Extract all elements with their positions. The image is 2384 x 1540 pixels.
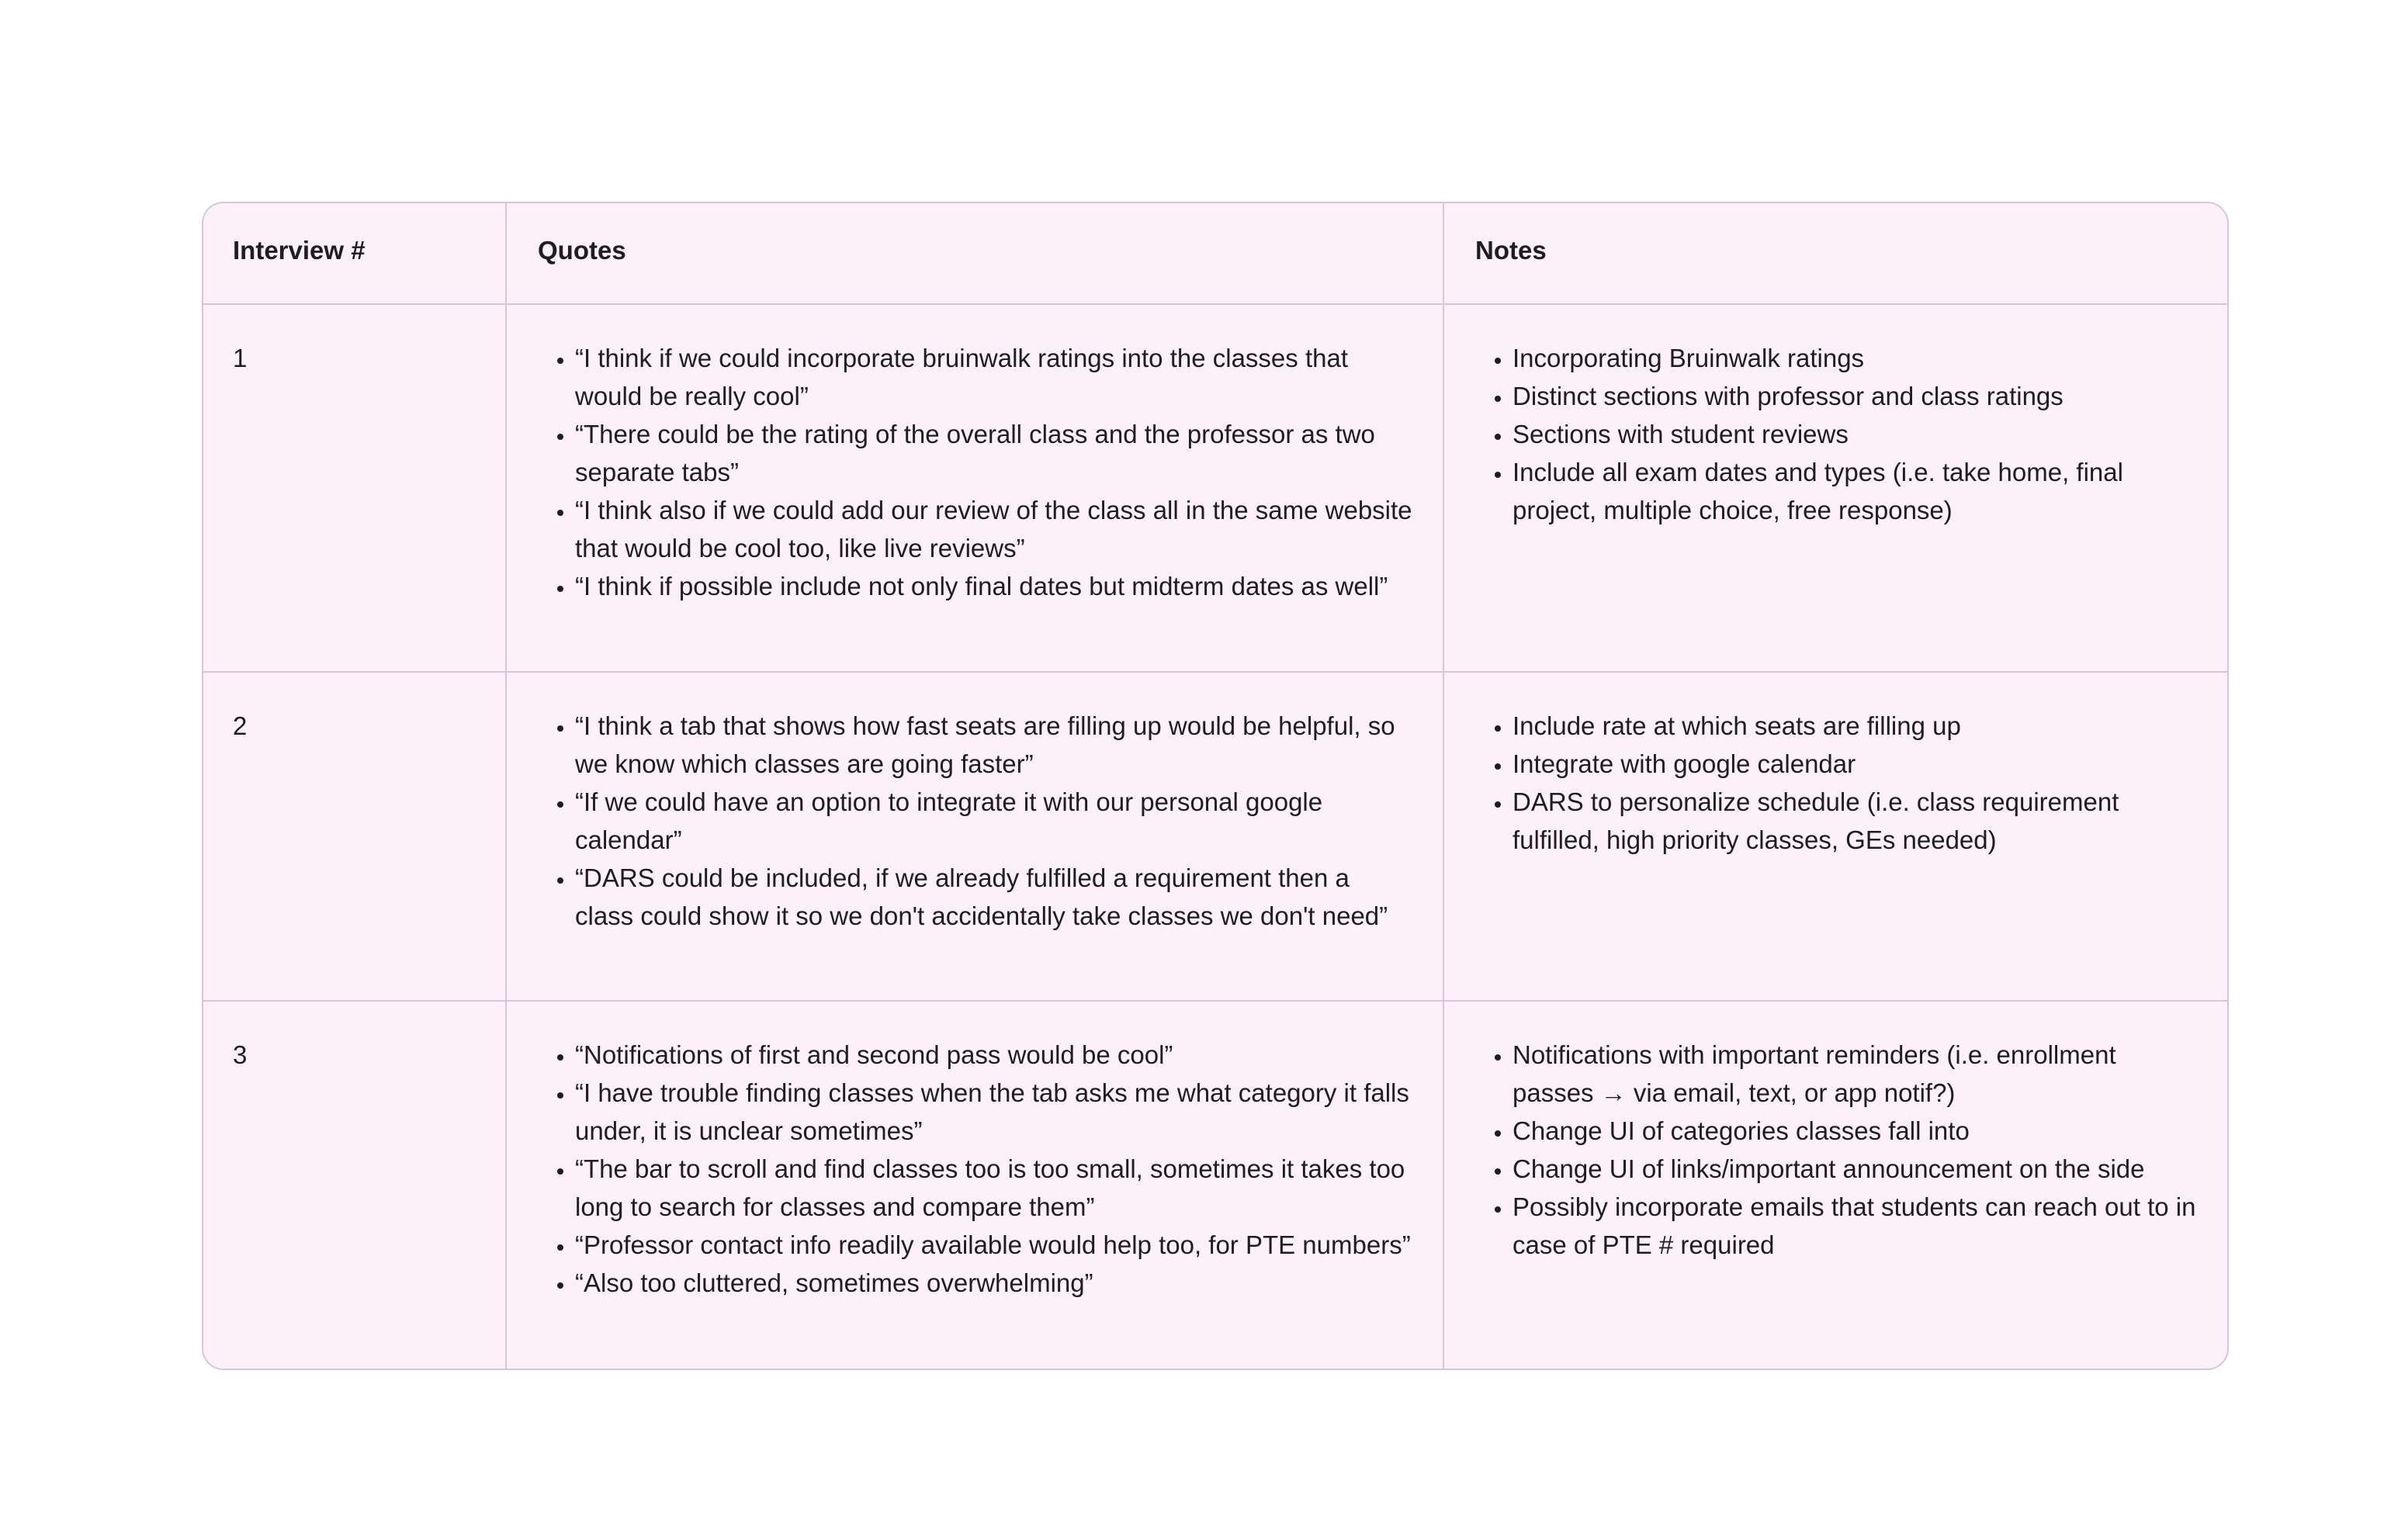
quotes-cell [506,1001,1443,1369]
note-item: • DARS to personalize schedule (i.e. class requirement fulfilled, high priority classes, GEs needed) [1513,783,2198,859]
quote-item: • “I think also if we could add our review of the class all in the same website that would be cool too, like live reviews” [575,491,1413,567]
quote-item: • “If we could have an option to integrate it with our personal google calendar” [575,783,1413,859]
quote-item: • “Professor contact info readily available would help too, for PTE numbers” [575,1226,1413,1264]
table-row [203,304,2227,672]
quote-item: • “I think if we could incorporate bruinwalk ratings into the classes that would be really cool” [575,339,1413,415]
note-item: • Distinct sections with professor and class ratings [1513,377,2198,415]
interview-table-grid [203,203,2227,1369]
quote-item: • “DARS could be included, if we already fulfilled a requirement then a class could show it so we don't accidentally take classes we don't need” [575,859,1413,935]
note-item: • Integrate with google calendar [1513,745,2198,783]
quotes-list [536,707,1413,935]
notes-cell [1443,304,2227,672]
quotes-cell [506,304,1443,672]
header-row [203,203,2227,304]
note-item: • Incorporating Bruinwalk ratings [1513,339,2198,377]
quote-item: • “I have trouble finding classes when the tab asks me what category it falls under, it is unclear sometimes” [575,1074,1413,1150]
note-item: • Sections with student reviews [1513,415,2198,453]
quotes-list [536,1036,1413,1302]
quote-item: • “Notifications of first and second pass would be cool” [575,1036,1413,1074]
note-item: • Include all exam dates and types (i.e. take home, final project, multiple choice, free response) [1513,453,2198,529]
table-row [203,672,2227,1001]
quote-item: • “The bar to scroll and find classes too is too small, sometimes it takes too long to search for classes and compare them” [575,1150,1413,1226]
notes-cell [1443,672,2227,1001]
header-notes: Notes [1443,203,2227,304]
notes-cell [1443,1001,2227,1369]
note-item: • Change UI of links/important announcement on the side [1513,1150,2198,1188]
notes-list [1474,339,2198,529]
note-item: • Include rate at which seats are filling up [1513,707,2198,745]
quote-item: • “I think a tab that shows how fast seats are filling up would be helpful, so we know which classes are going faster” [575,707,1413,783]
interview-number-cell: 3 [233,1040,248,1069]
header-interview-number: Interview # [203,203,506,304]
interview-number-cell: 2 [203,672,506,1001]
note-item: • Possibly incorporate emails that students can reach out to in case of PTE # required [1513,1188,2198,1264]
header-quotes: Quotes [506,203,1443,304]
note-item: • Change UI of categories classes fall into [1513,1112,2198,1150]
quotes-list [536,339,1413,605]
note-item: • Notifications with important reminders (i.e. enrollment passes → via email, text, or app notif?) [1513,1036,2198,1112]
quote-item: • “I think if possible include not only final dates but midterm dates as well” [575,567,1413,605]
table-row [203,1001,2227,1369]
quote-item: • “Also too cluttered, sometimes overwhelming” [575,1264,1413,1302]
interview-table [202,202,2229,1370]
interview-number-cell: 1 [203,304,506,672]
notes-list [1474,707,2198,859]
notes-list [1474,1036,2198,1264]
quotes-cell [506,672,1443,1001]
quote-item: • “There could be the rating of the overall class and the professor as two separate tabs” [575,415,1413,491]
